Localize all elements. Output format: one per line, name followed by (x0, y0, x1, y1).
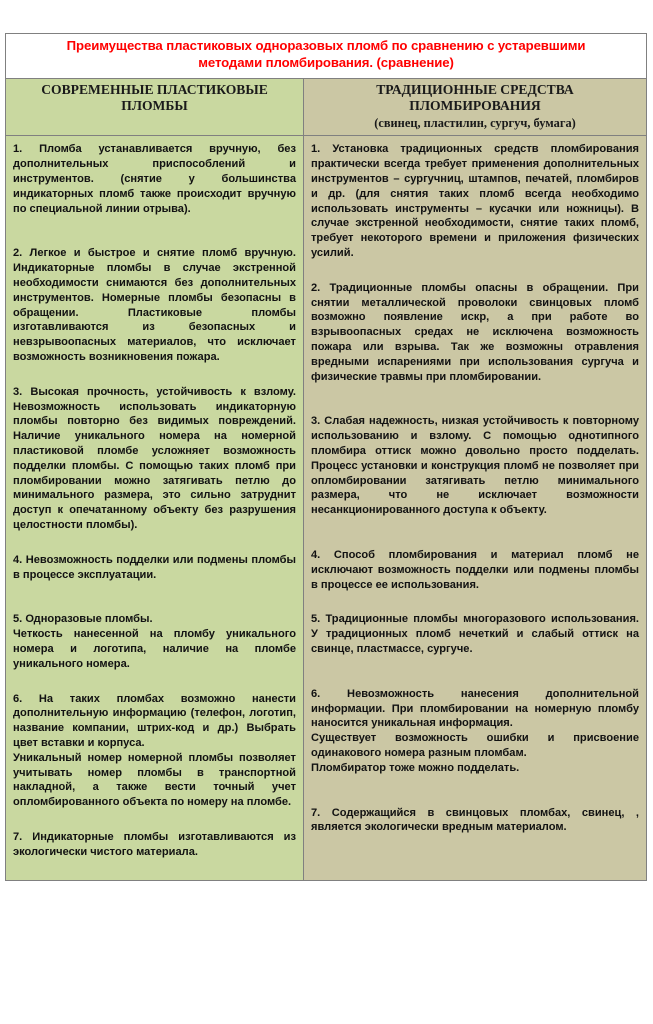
table-body-row (6, 136, 646, 879)
column-header-modern (6, 79, 304, 136)
list-item: 7. Содержащийся в свинцовых пломбах, свинец, , является экологически вредным материалом. (311, 806, 639, 834)
spacer (13, 672, 296, 692)
column-traditional-sealing-methods (304, 136, 646, 879)
list-item: 4. Способ пломбирования и материал пломб не исключают возможность подделки или подмены пломбы в процессе ее использования. (311, 548, 639, 591)
list-item: 4. Невозможность подделки или подмены пломбы в процессе эксплуатации. (13, 553, 296, 581)
spacer (311, 384, 639, 414)
list-item: 6. Невозможность нанесения дополнительной информации. При пломбировании на номерную пломбу наносится уникальная информация. Существует возможность ошибки и присвоение одинакового номера разным пломбам. Пломбиратор тоже можно подделать. (311, 687, 639, 774)
column-modern-plastic-seals (6, 136, 304, 879)
comparison-table (5, 33, 647, 881)
column-header-modern-title: СОВРЕМЕННЫЕ ПЛАСТИКОВЫЕ ПЛОМБЫ (41, 81, 268, 114)
column-header-traditional-subtitle: (свинец, пластилин, сургуч, бумага) (374, 115, 576, 130)
list-item: 1. Установка традиционных средств пломбирования практически всегда требует применения дополнительных инструментов – сургучниц, штампов, печатей, пломбиров и др. (для снятия таких пломб всегда необходимо использовать инструменты – кусачки или ножницы). В случае экстренной необходимости, снятие таких пломб, требует некоторого времени и приложения физических усилий. (311, 143, 639, 260)
spacer (13, 365, 296, 385)
page-title-line-2: методами пломбирования. (сравнение) (198, 54, 454, 70)
column-header-traditional (304, 79, 646, 136)
spacer (13, 533, 296, 553)
list-item: 3. Высокая прочность, устойчивость к взлому. Невозможность использовать индикаторную пломбы повторно без видимых повреждений. Наличие уникального номера на номерной пластиковой пломбе усложняет возможность подделки пломбы. С помощью таких пломб при пломбировании можно затягивать петлю до минимального размера, это сильно затруднит доступ к опечатанному объекту без разрушения целостности пломбы). (13, 385, 296, 531)
spacer (13, 582, 296, 612)
spacer (311, 592, 639, 612)
spacer (13, 216, 296, 246)
spacer (311, 776, 639, 806)
spacer (311, 835, 639, 847)
spacer (311, 518, 639, 548)
list-item: 5. Традиционные пломбы многоразового использования. У традиционных пломб нечеткий и слабый оттиск на свинце, пластмассе, сургуче. (311, 613, 639, 655)
spacer (311, 657, 639, 687)
table-header-row (6, 79, 646, 137)
spacer (311, 261, 639, 281)
list-item: 6. На таких пломбах возможно нанести дополнительную информацию (телефон, логотип, название компании, штрих-код и др.) Выбрать цвет вставки и корпуса. Уникальный номер номерной пломбы позволяет учитывать номер пломбы в транспортной накладной, а также вести точный учет опломбированного объекта по номеру на пломбе. (13, 692, 296, 809)
page-title-line-1: Преимущества пластиковых одноразовых пломб по сравнению с устаревшими (66, 38, 586, 53)
list-item: 1. Пломба устанавливается вручную, без дополнительных приспособлений и инструментов. (снятие у большинства индикаторных пломб также происходит вручную по специальной линии отрыва). (13, 143, 296, 215)
list-item: 7. Индикаторные пломбы изготавливаются из экологически чистого материала. (13, 830, 296, 858)
column-header-traditional-title: ТРАДИЦИОННЫЕ СРЕДСТВА ПЛОМБИРОВАНИЯ (376, 81, 574, 114)
spacer (13, 810, 296, 830)
list-item: 2. Традиционные пломбы опасны в обращении. При снятии металлической проволоки свинцовых пломб возможно появление искр, а при работе во взрывоопасных средах не исключена возможность пожара или взрыва. Так же возможны отравления вредными испарениями при использования сургуча и физические травмы при пломбировании. (311, 281, 639, 383)
list-item: 2. Легкое и быстрое и снятие пломб вручную. Индикаторные пломбы в случае экстренной необходимости снимаются без дополнительных инструментов. Номерные пломбы безопасны в обращении. Пластиковые пломбы изготавливаются из безопасных и невзрывоопасных материалов, что исключает возможность возникновения пожара. (13, 247, 296, 363)
table-title-cell (6, 34, 646, 79)
list-item: 5. Одноразовые пломбы. Четкость нанесенной на пломбу уникального номера и логотипа, наличие на пломбе уникального номера. (13, 613, 296, 670)
spacer (13, 860, 296, 872)
list-item: 3. Слабая надежность, низкая устойчивость к повторному использованию и взлому. С помощью однотипного пломбира оттиск можно довольно просто подделать. Процесс установки и конструкция пломб не позволяет при опломбировании затягивать петлю минимального размера, что не исключает возможности несанкционированного доступа к объекту. (311, 415, 639, 517)
